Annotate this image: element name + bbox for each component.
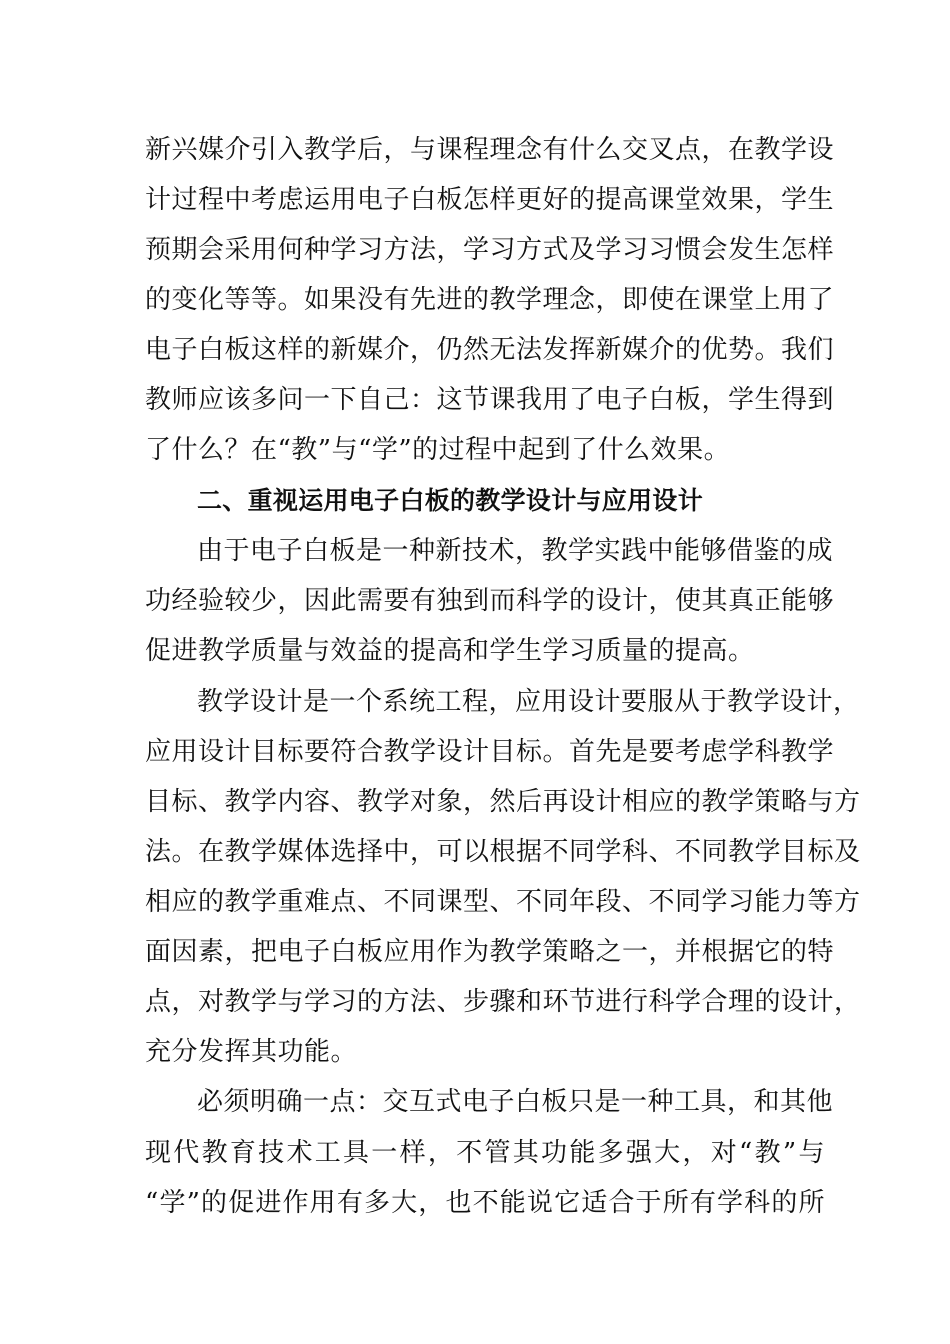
body-text-line: 由于电子白板是一种新技术，教学实践中能够借鉴的成 [197,536,834,566]
body-text-line: 促进教学质量与效益的提高和学生学习质量的提高。 [145,636,755,666]
body-text-line: 应用设计目标要符合教学设计目标。首先是要考虑学科教学 [145,737,835,767]
body-text-line: 相应的教学重难点、不同课型、不同年段、不同学习能力等方 [145,887,861,917]
body-text-line: 计过程中考虑运用电子白板怎样更好的提高课堂效果，学生 [145,185,835,215]
body-text-line: 目标、教学内容、教学对象，然后再设计相应的教学策略与方 [145,787,861,817]
body-text-line: 充分发挥其功能。 [145,1037,358,1067]
body-text-line: 现代教育技术工具一样，不管其功能多强大，对“教”与 [145,1138,825,1168]
body-text-line: 教学设计是一个系统工程，应用设计要服从于教学设计， [197,687,860,717]
body-text-line: 新兴媒介引入教学后，与课程理念有什么交叉点，在教学设 [145,135,835,165]
body-text-line: 面因素，把电子白板应用作为教学策略之一，并根据它的特 [145,937,835,967]
body-text-line: 功经验较少，因此需要有独到而科学的设计，使其真正能够 [145,586,835,616]
body-text-line: 法。在教学媒体选择中，可以根据不同学科、不同教学目标及 [145,837,861,867]
body-text-line: “学”的促进作用有多大，也不能说它适合于所有学科的所 [145,1188,825,1218]
body-text-line: 电子白板这样的新媒介，仍然无法发挥新媒介的优势。我们 [145,335,835,365]
body-text-line: 的变化等等。如果没有先进的教学理念，即使在课堂上用了 [145,285,835,315]
section-heading: 二、重视运用电子白板的教学设计与应用设计 [197,486,704,515]
body-text-line: 了什么？在“教”与“学”的过程中起到了什么效果。 [145,435,731,465]
body-text-line: 必须明确一点：交互式电子白板只是一种工具，和其他 [197,1087,834,1117]
body-text-line: 点，对教学与学习的方法、步骤和环节进行科学合理的设计， [145,987,861,1017]
body-text-line: 教师应该多问一下自己：这节课我用了电子白板，学生得到 [145,385,835,415]
body-text-line: 预期会采用何种学习方法，学习方式及学习习惯会发生怎样 [145,235,835,265]
